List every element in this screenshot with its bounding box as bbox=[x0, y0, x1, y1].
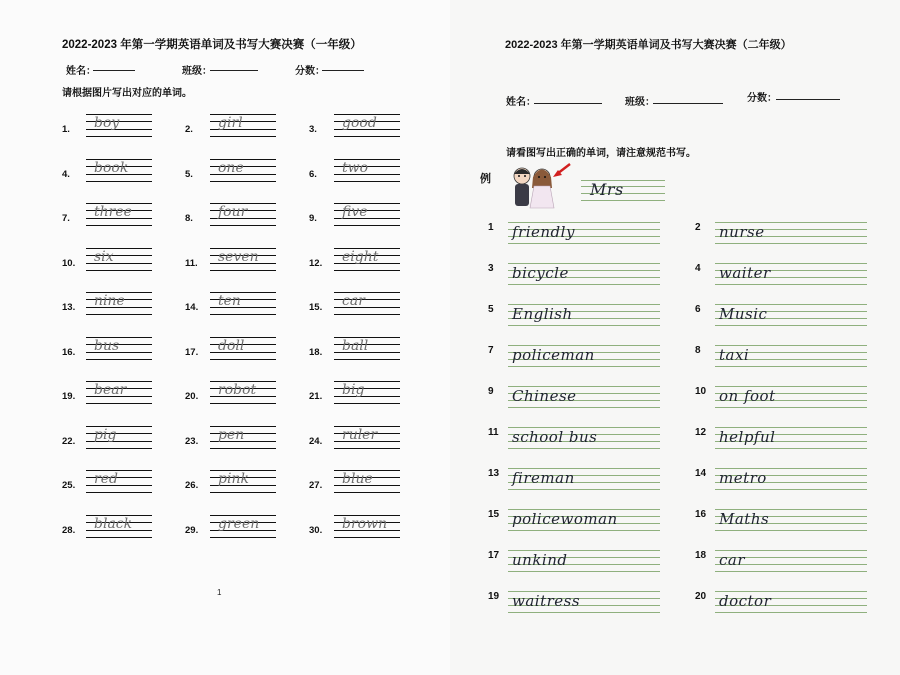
score-label: 分数： bbox=[747, 93, 777, 104]
handwritten-answer: girl bbox=[218, 115, 243, 131]
handwritten-answer: waiter bbox=[719, 264, 771, 282]
example-word: Mrs bbox=[590, 180, 624, 199]
item-number: 14. bbox=[185, 302, 199, 313]
handwritten-answer: taxi bbox=[719, 346, 750, 364]
grade2-worksheet bbox=[450, 0, 900, 675]
handwritten-answer: two bbox=[342, 159, 369, 176]
item-number: 28. bbox=[62, 524, 76, 536]
handwritten-answer: helpful bbox=[719, 428, 776, 446]
handwritten-answer: pig bbox=[94, 426, 117, 443]
item-number: 13. bbox=[62, 302, 76, 313]
class-field[interactable] bbox=[653, 103, 723, 104]
item-number: 12 bbox=[695, 427, 707, 438]
item-number: 11 bbox=[488, 427, 499, 438]
item-number: 16 bbox=[695, 509, 707, 520]
handwritten-answer: unkind bbox=[512, 551, 568, 569]
handwritten-answer: bear bbox=[94, 382, 127, 398]
item-number: 10. bbox=[62, 257, 76, 269]
handwritten-answer: doll bbox=[218, 337, 245, 354]
handwritten-answer: on foot bbox=[719, 387, 776, 405]
handwritten-answer: bicycle bbox=[512, 264, 569, 282]
instruction: 请看图写出正确的单词，请注意规范书写。 bbox=[506, 148, 696, 159]
item-number: 25. bbox=[62, 480, 76, 491]
handwritten-answer: three bbox=[94, 204, 132, 220]
handwritten-answer: car bbox=[342, 293, 365, 309]
item-number: 29. bbox=[185, 524, 199, 536]
name-field[interactable] bbox=[93, 70, 135, 71]
item-number: 6 bbox=[695, 304, 701, 315]
score-field[interactable] bbox=[776, 99, 840, 100]
handwritten-answer: red bbox=[94, 471, 118, 487]
handwritten-answer: fireman bbox=[512, 469, 575, 487]
item-number: 5. bbox=[185, 168, 193, 180]
instruction: 请根据图片写出对应的单词。 bbox=[62, 88, 192, 99]
handwritten-answer: Chinese bbox=[512, 387, 577, 405]
handwritten-answer: robot bbox=[218, 382, 257, 398]
item-number: 3. bbox=[309, 124, 317, 135]
handwritten-answer: Maths bbox=[719, 510, 770, 528]
handwritten-answer: four bbox=[218, 204, 248, 220]
handwritten-answer: seven bbox=[218, 248, 259, 265]
item-number: 2. bbox=[185, 124, 193, 135]
item-number: 18 bbox=[695, 550, 707, 561]
item-number: 21. bbox=[309, 391, 323, 402]
item-number: 23. bbox=[185, 435, 199, 447]
handwritten-answer: brown bbox=[342, 515, 388, 532]
item-number: 4. bbox=[62, 168, 70, 180]
item-number: 20. bbox=[185, 391, 199, 402]
grade1-title: 2022-2023 年第一学期英语单词及书写大赛决赛（一年级） bbox=[62, 39, 362, 51]
handwritten-answer: blue bbox=[342, 471, 373, 487]
item-number: 7. bbox=[62, 213, 70, 224]
item-number: 20 bbox=[695, 591, 707, 602]
red-arrow-icon bbox=[550, 162, 572, 180]
handwritten-answer: black bbox=[94, 515, 133, 532]
handwritten-answer: five bbox=[342, 204, 368, 220]
handwritten-answer: policeman bbox=[512, 346, 595, 364]
name-label: 姓名： bbox=[66, 66, 96, 77]
item-number: 9 bbox=[488, 386, 494, 397]
handwritten-answer: friendly bbox=[512, 223, 575, 241]
page-number: 1 bbox=[217, 588, 222, 597]
class-label: 班级： bbox=[625, 97, 655, 108]
name-label: 姓名： bbox=[506, 97, 536, 108]
item-number: 22. bbox=[62, 435, 76, 447]
handwritten-answer: nurse bbox=[719, 223, 765, 241]
item-number: 19 bbox=[488, 591, 500, 602]
handwritten-answer: book bbox=[94, 159, 129, 176]
name-field[interactable] bbox=[534, 103, 602, 104]
item-number: 13 bbox=[488, 468, 500, 479]
item-number: 10 bbox=[695, 386, 707, 397]
item-number: 1. bbox=[62, 124, 70, 135]
item-number: 5 bbox=[488, 304, 494, 315]
item-number: 17 bbox=[488, 550, 500, 561]
item-number: 24. bbox=[309, 435, 323, 447]
handwritten-answer: ruler bbox=[342, 426, 378, 443]
item-number: 1 bbox=[488, 222, 494, 233]
item-number: 8. bbox=[185, 213, 193, 224]
item-number: 16. bbox=[62, 346, 76, 358]
handwritten-answer: policewoman bbox=[512, 510, 618, 528]
handwritten-answer: waitress bbox=[512, 592, 581, 610]
handwritten-answer: bus bbox=[94, 337, 120, 354]
item-number: 4 bbox=[695, 263, 701, 274]
handwritten-answer: big bbox=[342, 382, 365, 398]
item-number: 19. bbox=[62, 391, 76, 402]
grade2-title: 2022-2023 年第一学期英语单词及书写大赛决赛（二年级） bbox=[505, 39, 792, 51]
item-number: 17. bbox=[185, 346, 199, 358]
score-field[interactable] bbox=[322, 70, 364, 71]
item-number: 3 bbox=[488, 263, 494, 274]
class-label: 班级： bbox=[182, 66, 212, 77]
example-label: 例 bbox=[480, 173, 491, 185]
handwritten-answer: good bbox=[342, 115, 377, 131]
handwritten-answer: six bbox=[94, 248, 114, 265]
handwritten-answer: Music bbox=[719, 305, 768, 323]
item-number: 26. bbox=[185, 480, 199, 491]
item-number: 14 bbox=[695, 468, 707, 479]
handwritten-answer: ten bbox=[218, 293, 241, 309]
item-number: 2 bbox=[695, 222, 701, 233]
item-number: 7 bbox=[488, 345, 494, 356]
item-number: 15 bbox=[488, 509, 500, 520]
item-number: 27. bbox=[309, 480, 323, 491]
item-number: 15. bbox=[309, 302, 323, 313]
handwritten-answer: metro bbox=[719, 469, 767, 487]
item-number: 6. bbox=[309, 168, 317, 180]
item-number: 11. bbox=[185, 257, 198, 269]
handwritten-answer: school bus bbox=[512, 428, 598, 446]
handwritten-answer: one bbox=[218, 159, 244, 176]
score-label: 分数： bbox=[295, 66, 325, 77]
item-number: 18. bbox=[309, 346, 323, 358]
handwritten-answer: pink bbox=[218, 471, 249, 487]
handwritten-answer: doctor bbox=[719, 592, 772, 610]
item-number: 12. bbox=[309, 257, 323, 269]
handwritten-answer: car bbox=[719, 551, 746, 569]
item-number: 30. bbox=[309, 524, 323, 536]
handwritten-answer: green bbox=[218, 515, 260, 532]
class-field[interactable] bbox=[210, 70, 258, 71]
handwritten-answer: nine bbox=[94, 293, 125, 309]
handwritten-answer: boy bbox=[94, 115, 120, 131]
handwritten-answer: ball bbox=[342, 337, 369, 354]
handwritten-answer: pen bbox=[218, 426, 245, 443]
item-number: 8 bbox=[695, 345, 701, 356]
item-number: 9. bbox=[309, 213, 317, 224]
handwritten-answer: eight bbox=[342, 248, 379, 265]
handwritten-answer: English bbox=[512, 305, 573, 323]
